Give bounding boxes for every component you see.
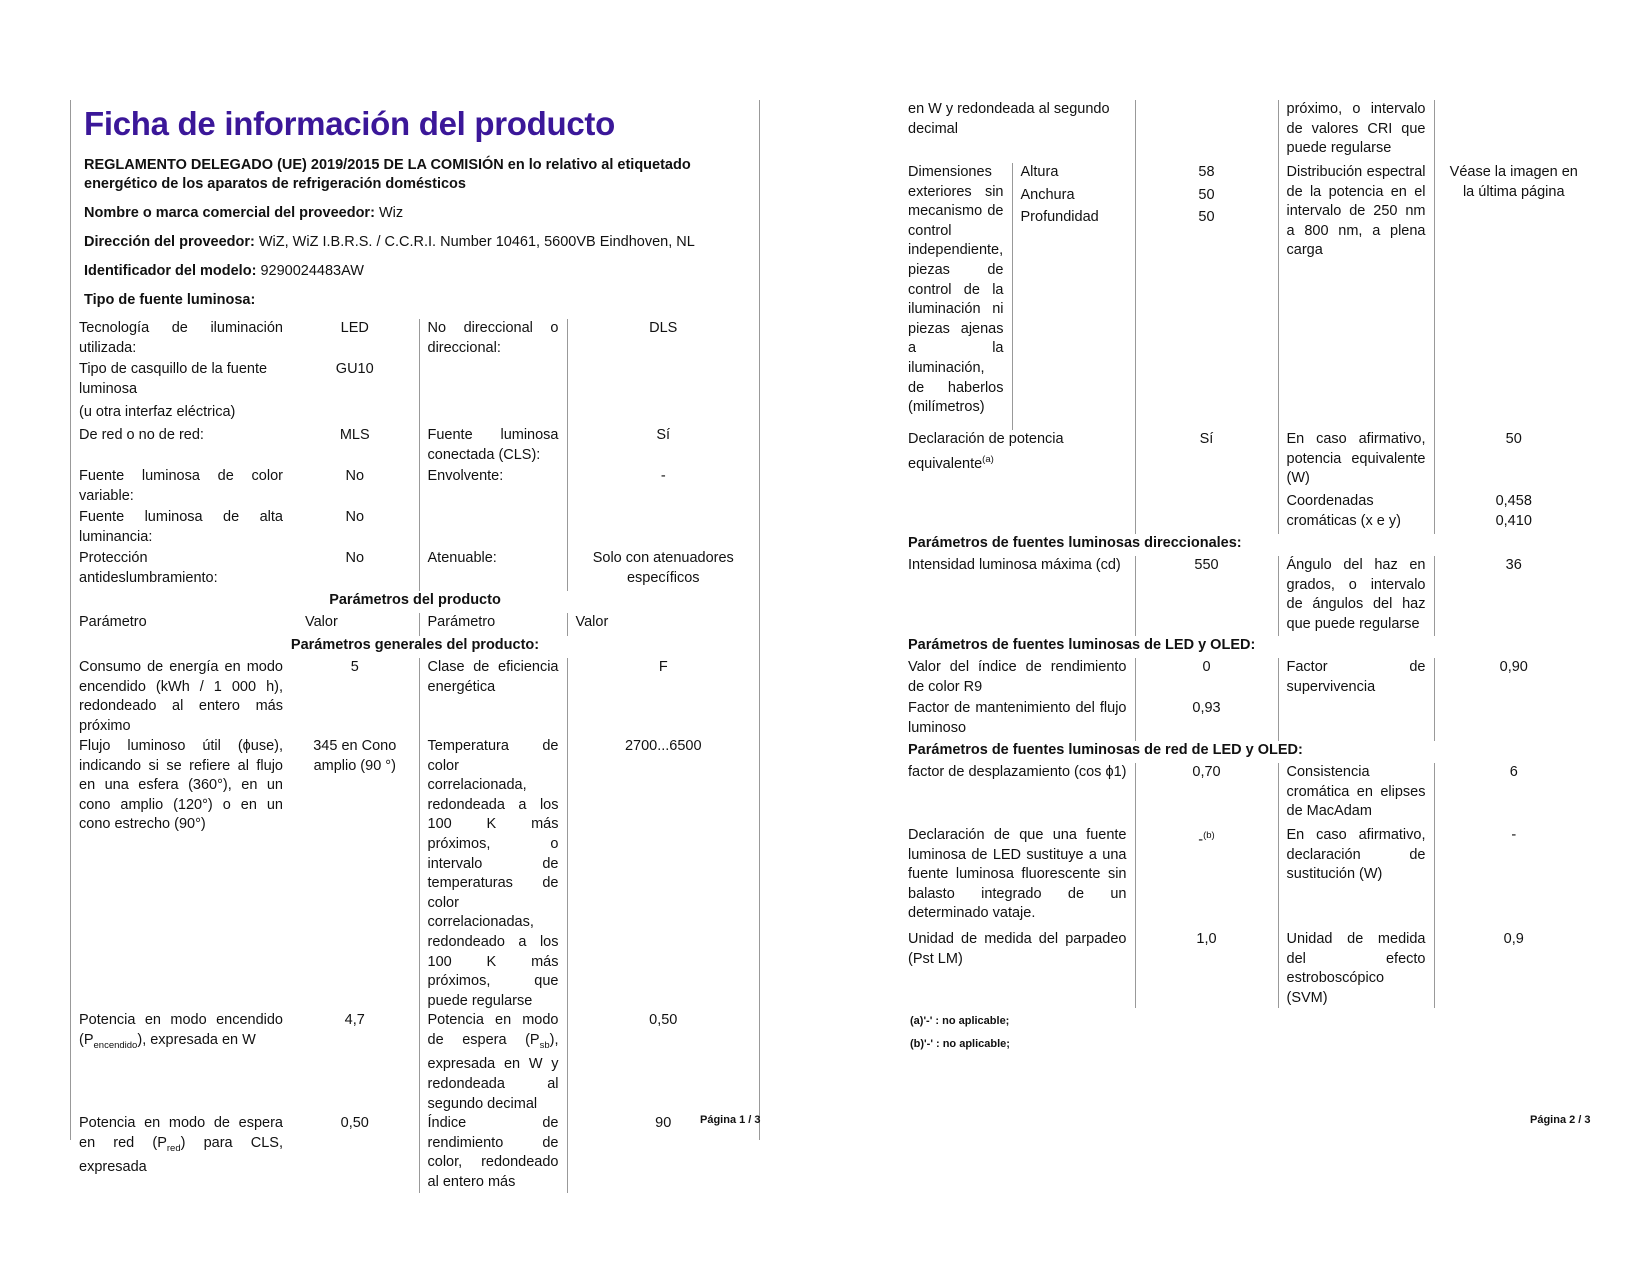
page-2 (900, 100, 1593, 1050)
page-number: Página 1 / 3 (700, 1114, 761, 1126)
section-heading-row (900, 534, 1593, 556)
param-value: 0,70 (1135, 763, 1278, 826)
param-value: 90 (655, 1115, 672, 1132)
param-value: 50 (1505, 431, 1522, 447)
table-row (71, 508, 759, 549)
param-label: Fuente luminosa de color variable: (79, 468, 283, 504)
table-row (900, 826, 1593, 930)
param-value: 5 (291, 658, 419, 737)
table-row (71, 1011, 759, 1114)
param-label: En caso afirmativo, potencia equivalente (W) (1278, 430, 1434, 492)
param-label: Atenuable: (419, 549, 567, 591)
table-row (71, 360, 759, 426)
param-value: -$^{(b)}$ (1135, 826, 1278, 930)
param-label: Potencia en modo de espera en red $(P_{red})$ para CLS, expresada (79, 1115, 283, 1176)
table-row (71, 737, 759, 1011)
param-value: 0,458 0,410 (1495, 493, 1532, 529)
param-label: En caso afirmativo, declaración de sustitución (W) (1278, 826, 1434, 930)
regulation-text: REGLAMENTO DELEGADO (UE) 2019/2015 DE LA COMISIÓN en lo relativo al etiquetado energético de los aparatos de refrigeración domésticos (84, 157, 691, 192)
param-value: - (1511, 827, 1517, 843)
param-label: próximo, o intervalo de valores CRI que puede regularse (1278, 100, 1434, 163)
table-row (900, 556, 1593, 636)
section-heading: Parámetros generales del producto: (290, 637, 540, 653)
column-header: Parámetro (79, 614, 147, 630)
table-row (71, 658, 759, 737)
table-row (71, 319, 759, 360)
param-label: en W y redondeada al segundo decimal (900, 100, 1135, 163)
page-title: Ficha de información del producto (84, 105, 615, 142)
param-label: De red o no de red: (79, 427, 204, 443)
param-label: Potencia en modo de espera $(P_{sb})$, expresada en W y redondeada al segundo decimal (419, 1011, 567, 1114)
param-value: No (291, 467, 419, 508)
footnote-a: (a)'-' : no aplicable; (910, 1015, 1010, 1027)
table-row (900, 763, 1593, 826)
table-row (900, 492, 1593, 534)
section-heading: Parámetros de fuentes luminosas de red de LED y OLED: (908, 742, 1303, 758)
param-value: No (291, 508, 419, 549)
param-label: Declaración de potencia equivalente$^{(a)}$ (900, 430, 1135, 492)
table-row (71, 549, 759, 591)
address-line (84, 233, 695, 252)
param-label: Flujo luminoso útil (ϕuse), indicando si se refiere al flujo en una esfera (360°), en un cono amplio (120°) o en un cono estrecho (90°) (79, 738, 283, 833)
supplier-label: Nombre o marca comercial del proveedor: (84, 205, 375, 221)
param-label: Tipo de casquillo de la fuente luminosa (u otra interfaz eléctrica) (79, 361, 268, 421)
param-label: Unidad de medida del efecto estroboscópico (SVM) (1278, 930, 1434, 1008)
address-label: Dirección del proveedor: (84, 234, 255, 250)
section-heading-row (900, 636, 1593, 658)
param-value: - (660, 468, 666, 484)
param-value: DLS (649, 320, 678, 336)
param-value: Sí (1135, 430, 1278, 492)
param-value: MLS (291, 426, 419, 467)
param-label: No direccional o direccional: (419, 319, 567, 360)
param-label: Ángulo del haz en grados, o intervalo de ángulos del haz que puede regularse (1278, 556, 1434, 636)
param-label: Factor de supervivencia (1278, 658, 1434, 699)
model-value: 9290024483AW (260, 263, 364, 279)
dimensions-label: Dimensiones exteriores sin mecanismo de control independiente, piezas de control de la iluminación ni piezas ajenas a la iluminación, de haberlos (milímetros) (900, 163, 1012, 430)
param-label: Tecnología de iluminación utilizada: (79, 320, 283, 356)
column-header: Valor (575, 614, 609, 630)
table-row (900, 658, 1593, 699)
param-label: Potencia en modo encendido $(P_{encendido})$, expresada en W (79, 1012, 283, 1051)
address-value: WiZ, WiZ I.B.R.S. / C.C.R.I. Number 10461, 5600VB Eindhoven, NL (258, 234, 695, 250)
param-label: Coordenadas cromáticas (x e y) (1278, 492, 1434, 534)
param-label: Envolvente: (419, 467, 567, 508)
section-heading: Parámetros de fuentes luminosas de LED y OLED: (908, 637, 1256, 653)
param-label: factor de desplazamiento (cos ϕ1) (900, 763, 1135, 826)
param-value: 550 (1135, 556, 1278, 636)
table-row (900, 930, 1593, 1008)
model-label: Identificador del modelo: (84, 263, 257, 279)
table-row (71, 1114, 759, 1192)
param-value: No (291, 549, 419, 591)
page-1 (70, 100, 760, 1190)
supplier-value: Wiz (378, 205, 404, 221)
param-label: Fuente luminosa conectada (CLS): (419, 426, 567, 467)
param-value: 345 en Cono amplio (90 °) (291, 737, 419, 1011)
section-heading: Parámetros del producto (329, 592, 501, 608)
param-value: 6 (1509, 764, 1518, 780)
param-label: Consumo de energía en modo encendido (kWh / 1 000 h), redondeado al entero más próximo (79, 659, 283, 734)
param-label: Distribución espectral de la potencia en el intervalo de 250 nm a 800 nm, a plena carga (1278, 163, 1434, 430)
column-header: Parámetro (419, 613, 567, 636)
param-label: Unidad de medida del parpadeo (Pst LM) (900, 930, 1135, 1008)
param-label: Fuente luminosa de alta luminancia: (79, 509, 283, 545)
param-label: Declaración de que una fuente luminosa de LED sustituye a una fuente luminosa fluorescente sin balasto integrado de un determinado vataje. (900, 826, 1135, 930)
param-value: Solo con atenuadores específicos (592, 550, 734, 586)
footnote-b: (b)'-' : no aplicable; (910, 1038, 1010, 1050)
param-value: 36 (1505, 557, 1522, 573)
table-row (900, 699, 1593, 741)
product-table-2 (900, 100, 1593, 1008)
param-value: 0,93 (1135, 699, 1278, 741)
param-value: 0 (1135, 658, 1278, 699)
section-heading-row (900, 741, 1593, 763)
page-number: Página 2 / 3 (1530, 1114, 1591, 1126)
section-heading-row (71, 591, 759, 613)
product-table-1 (71, 319, 759, 1193)
section-heading-row (71, 636, 759, 658)
param-value: Sí (656, 427, 671, 443)
param-value: 0,9 (1503, 931, 1524, 947)
param-value: 0,50 (649, 1012, 678, 1029)
dimension-values: 58 50 50 (1135, 163, 1278, 430)
table-row (71, 426, 759, 467)
param-label: Intensidad luminosa máxima (cd) (900, 556, 1135, 636)
model-line (84, 262, 364, 281)
param-label: Protección antideslumbramiento: (79, 550, 218, 586)
param-value: 2700...6500 (624, 738, 702, 754)
param-value: 0,90 (1499, 659, 1528, 675)
table-row (900, 100, 1593, 163)
source-type-label: Tipo de fuente luminosa: (84, 292, 256, 308)
param-value: 4,7 (291, 1011, 419, 1114)
section-heading: Parámetros de fuentes luminosas direccionales: (908, 535, 1242, 551)
param-value: LED (291, 319, 419, 360)
param-label: Clase de eficiencia energética (419, 658, 567, 737)
param-label: Temperatura de color correlacionada, redondeada a los 100 K más próximos, o intervalo de temperaturas de color correlacionadas, redondeado a los 100 K más próximos, que puede regularse (419, 737, 567, 1011)
param-label: Valor del índice de rendimiento de color R9 (900, 658, 1135, 699)
dimension-names: Altura Anchura Profundidad (1012, 163, 1135, 430)
param-label: Índice de rendimiento de color, redondeado al entero más (419, 1114, 567, 1192)
supplier-line (84, 204, 403, 223)
param-value: 0,50 (291, 1114, 419, 1192)
param-value: F (658, 659, 668, 675)
table-row (900, 163, 1593, 430)
param-value: Véase la imagen en la última página (1449, 164, 1578, 200)
column-header: Valor (291, 613, 419, 636)
table-row (71, 467, 759, 508)
param-label: Consistencia cromática en elipses de MacAdam (1278, 763, 1434, 826)
column-header-row (71, 613, 759, 636)
param-value: GU10 (291, 360, 419, 426)
table-row (900, 430, 1593, 492)
param-label: Factor de mantenimiento del flujo luminoso (900, 699, 1135, 741)
param-value: 1,0 (1135, 930, 1278, 1008)
